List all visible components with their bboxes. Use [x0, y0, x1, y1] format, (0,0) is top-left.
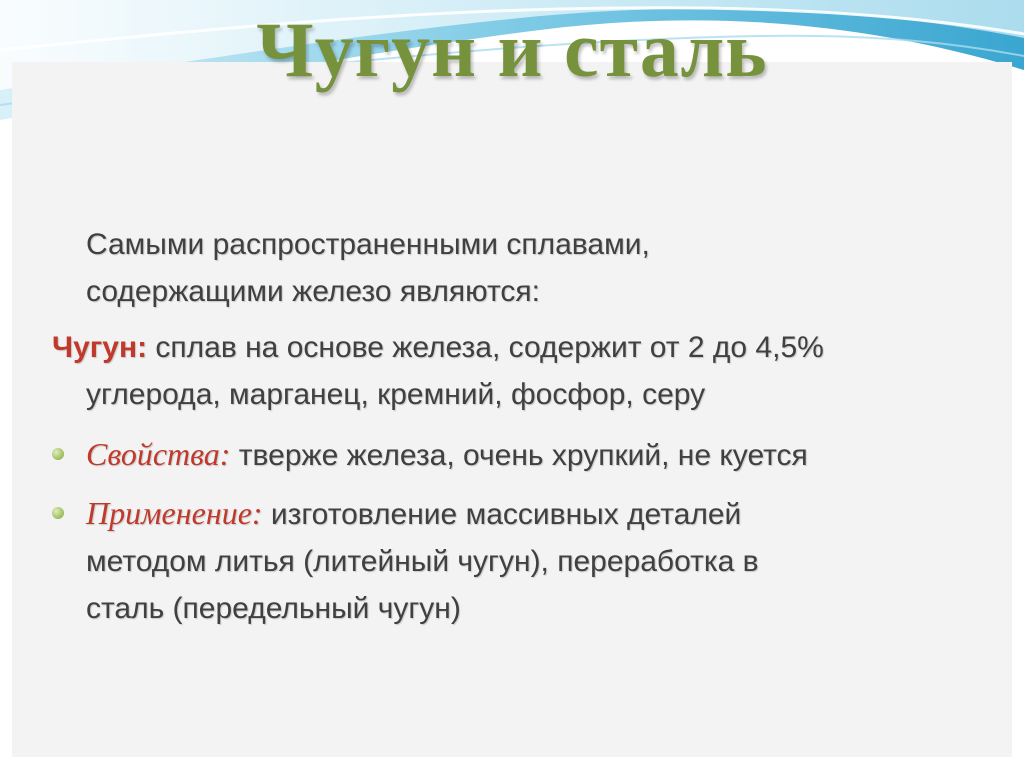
intro-line-1: Самыми распространенными сплавами,	[86, 228, 650, 261]
properties-text: тверже железа, очень хрупкий, не куется	[230, 439, 808, 472]
usage-line-1: изготовление массивных деталей	[262, 498, 742, 531]
usage-line-3: сталь (передельный чугун)	[86, 592, 461, 625]
usage-bullet	[52, 490, 759, 632]
slide-title: Чугун и сталь	[256, 6, 768, 93]
iron-line-1: сплав на основе железа, содержит от 2 до 4,5%	[147, 331, 824, 364]
iron-definition	[52, 324, 824, 418]
bullet-icon	[52, 448, 64, 460]
usage-line-2: методом литья (литейный чугун), переработка в	[86, 545, 759, 578]
iron-line-2: углерода, марганец, кремний, фосфор, серу	[86, 378, 706, 411]
properties-label: Свойства:	[86, 436, 231, 472]
iron-label: Чугун:	[52, 331, 148, 364]
properties-bullet	[52, 431, 808, 479]
intro-line-2: содержащими железо являются:	[86, 275, 540, 308]
intro-paragraph	[86, 221, 650, 315]
usage-label: Применение:	[86, 495, 263, 531]
bullet-icon	[52, 507, 64, 519]
